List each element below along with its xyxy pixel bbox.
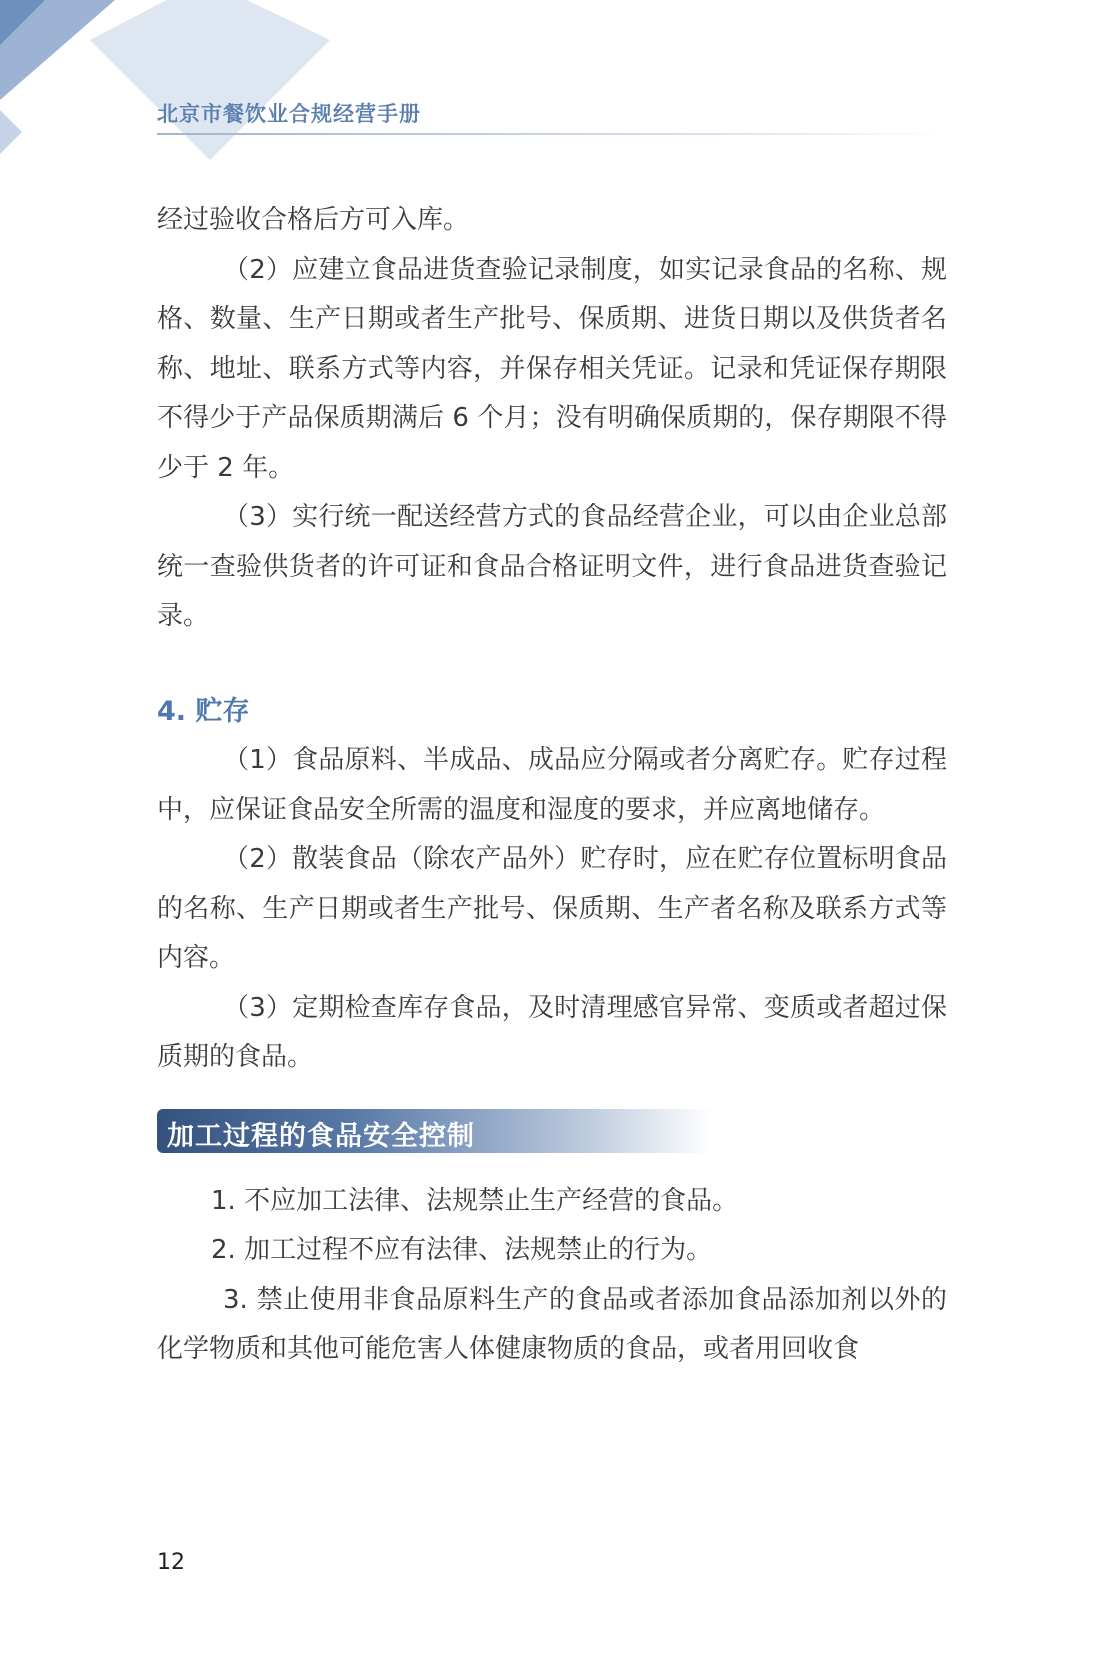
running-header: 北京市餐饮业合规经营手册 — [157, 102, 421, 126]
paragraph-purchase-record: （2）应建立食品进货查验记录制度，如实记录食品的名称、规格、数量、生产日期或者生产批号、保质期、进货日期以及供货者名称、地址、联系方式等内容，并保存相关凭证。记录和凭证保存期限不得少于产品保质期满后 6 个月；没有明确保质期的，保存期限不得少于 2 年。 — [157, 254, 947, 483]
section-heading-storage: 4. 贮存 — [157, 695, 250, 727]
header-divider — [157, 133, 947, 135]
banner-title: 加工过程的食品安全控制 — [167, 1120, 475, 1152]
paragraph-storage-2: （2）散装食品（除农产品外）贮存时，应在贮存位置标明食品的名称、生产日期或者生产批号、保质期、生产者名称及联系方式等内容。 — [157, 844, 947, 973]
decor-diamond-large — [90, 0, 330, 160]
paragraph-unified-distribution: （3）实行统一配送经营方式的食品经营企业，可以由企业总部统一查验供货者的许可证和食品合格证明文件，进行食品进货查验记录。 — [157, 502, 947, 631]
list-item: 1. 不应加工法律、法规禁止生产经营的食品。 — [211, 1185, 739, 1216]
corner-decoration — [0, 0, 360, 180]
paragraph-storage-3: （3）定期检查库存食品，及时清理感官异常、变质或者超过保质期的食品。 — [157, 992, 947, 1072]
paragraph-storage-1: （1）食品原料、半成品、成品应分隔或者分离贮存。贮存过程中，应保证食品安全所需的温度和湿度的要求，并应离地储存。 — [157, 745, 947, 825]
spacer — [157, 642, 947, 687]
page-number: 12 — [157, 1550, 185, 1575]
page-content — [157, 196, 947, 1375]
list-item: 2. 加工过程不应有法律、法规禁止的行为。 — [211, 1235, 713, 1265]
list-item: 3. 禁止使用非食品原料生产的食品或者添加食品添加剂以外的化学物质和其他可能危害人体健康物质的食品，或者用回收食 — [157, 1284, 947, 1364]
section-banner — [157, 1109, 712, 1153]
paragraph-continuation: 经过验收合格后方可入库。 — [157, 205, 470, 235]
decor-diamond-small — [0, 110, 22, 154]
